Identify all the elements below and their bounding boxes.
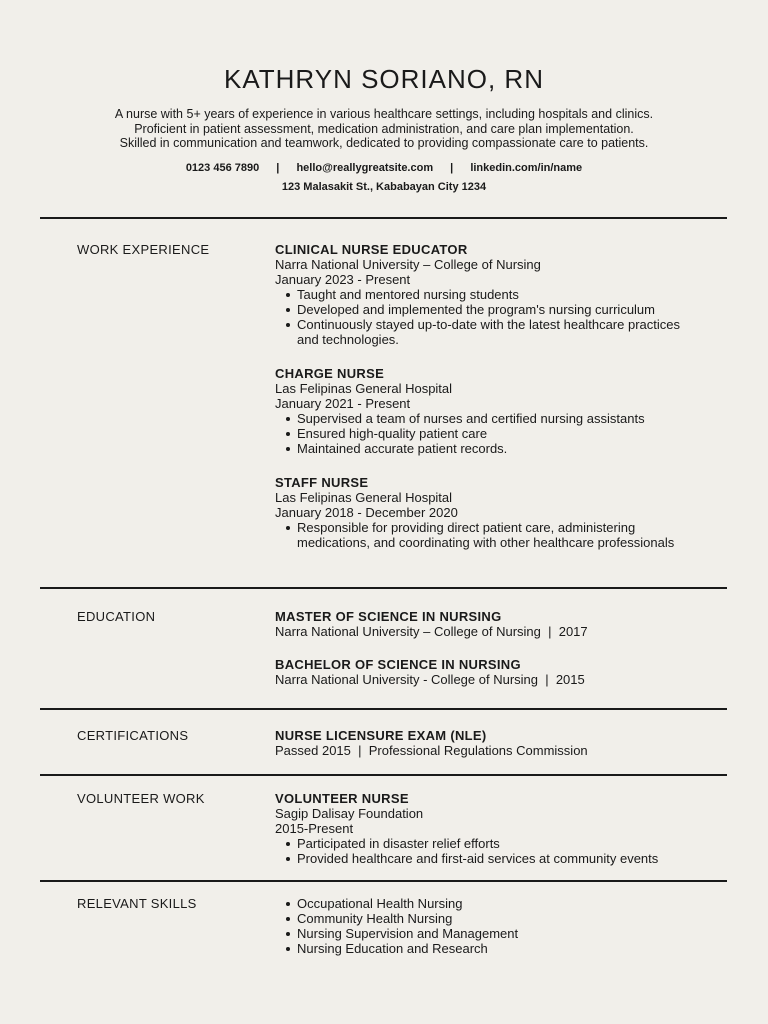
volunteer-dates: 2015-Present [275, 821, 354, 836]
job-org: Narra National University – College of Nursing [275, 257, 541, 272]
divider [40, 774, 727, 776]
contact-line [0, 161, 768, 175]
list-item: Maintained accurate patient records. [275, 441, 715, 456]
list-item: Taught and mentored nursing students [275, 287, 715, 302]
job-org: Las Felipinas General Hospital [275, 490, 453, 505]
divider [40, 708, 727, 710]
job-entry [275, 366, 715, 456]
email-link[interactable]: hello@reallygreatsite.com [296, 162, 434, 174]
separator: | [276, 162, 280, 174]
summary-line: Proficient in patient assessment, medication administration, and care plan implementation. [134, 121, 634, 136]
list-item: Occupational Health Nursing [275, 896, 715, 911]
volunteer-bullets [275, 836, 715, 866]
section-label-skills: RELEVANT SKILLS [77, 896, 197, 911]
list-item: Supervised a team of nurses and certified nursing assistants [275, 411, 715, 426]
volunteer-entry [275, 791, 715, 866]
education-entry [275, 609, 715, 639]
address: 123 Malasakit St., Kababayan City 1234 [281, 181, 487, 193]
education-entry [275, 657, 715, 687]
list-item: Continuously stayed up-to-date with the latest healthcare practices and technologies. [275, 317, 692, 347]
section-label-volunteer: VOLUNTEER WORK [77, 791, 205, 806]
volunteer-title: VOLUNTEER NURSE [275, 791, 409, 806]
certification-detail: Passed 2015 | Professional Regulations Commission [275, 743, 588, 758]
list-item: Participated in disaster relief efforts [275, 836, 715, 851]
job-dates: January 2018 - December 2020 [275, 505, 458, 520]
candidate-name: KATHRYN SORIANO, RN [224, 64, 544, 94]
summary-line: Skilled in communication and teamwork, dedicated to providing compassionate care to patients. [119, 136, 649, 150]
section-label-work: WORK EXPERIENCE [77, 242, 210, 257]
summary [0, 107, 768, 151]
linkedin-link[interactable]: linkedin.com/in/name [470, 162, 583, 174]
divider [40, 217, 727, 219]
list-item: Community Health Nursing [275, 911, 715, 926]
job-title: CLINICAL NURSE EDUCATOR [275, 242, 468, 257]
list-item: Nursing Supervision and Management [275, 926, 715, 941]
list-item: Responsible for providing direct patient care, administering medications, and coordinating with other healthcare professionals [275, 520, 692, 550]
job-bullets [275, 411, 715, 456]
volunteer-org: Sagip Dalisay Foundation [275, 806, 424, 821]
skills-list [275, 896, 715, 956]
skills-bullets [275, 896, 715, 956]
divider [40, 880, 727, 882]
degree-title: MASTER OF SCIENCE IN NURSING [275, 609, 502, 624]
section-label-education: EDUCATION [77, 609, 156, 624]
list-item: Provided healthcare and first-aid services at community events [275, 851, 715, 866]
phone: 0123 456 7890 [185, 162, 260, 174]
divider [40, 587, 727, 589]
job-org: Las Felipinas General Hospital [275, 381, 453, 396]
job-entry [275, 242, 715, 347]
list-item: Ensured high-quality patient care [275, 426, 715, 441]
degree-detail: Narra National University - College of Nursing | 2015 [275, 672, 585, 687]
separator: | [450, 162, 454, 174]
summary-line: A nurse with 5+ years of experience in various healthcare settings, including hospitals and clinics. [114, 107, 654, 121]
job-bullets [275, 520, 715, 550]
job-title: CHARGE NURSE [275, 366, 385, 381]
list-item: Nursing Education and Research [275, 941, 715, 956]
degree-detail: Narra National University – College of Nursing | 2017 [275, 624, 588, 639]
list-item: Developed and implemented the program's nursing curriculum [275, 302, 715, 317]
certification-title: NURSE LICENSURE EXAM (NLE) [275, 728, 487, 743]
section-label-certifications: CERTIFICATIONS [77, 728, 189, 743]
job-dates: January 2021 - Present [275, 396, 411, 411]
job-entry [275, 475, 715, 550]
certification-entry [275, 728, 715, 758]
job-bullets [275, 287, 715, 347]
degree-title: BACHELOR OF SCIENCE IN NURSING [275, 657, 521, 672]
job-title: STAFF NURSE [275, 475, 369, 490]
job-dates: January 2023 - Present [275, 272, 411, 287]
